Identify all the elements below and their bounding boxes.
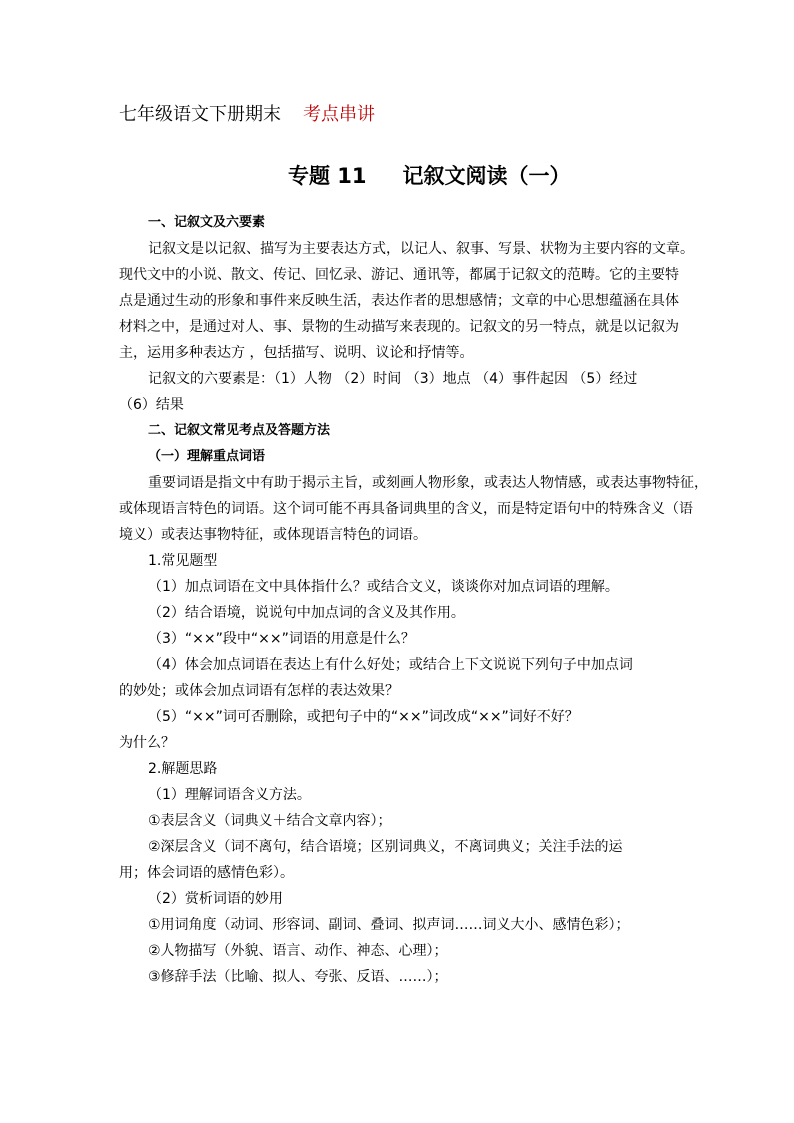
text-line: ②人物描写（外貌、语言、动作、神态、心理）； <box>148 943 448 959</box>
page-title <box>288 160 571 190</box>
text-line: （6）结果 <box>119 397 184 413</box>
text-line: ①用词角度（动词、形容词、副词、叠词、拟声词……词义大小、感情色彩）； <box>148 917 630 933</box>
text-line: 或体现语言特色的词语。这个词可能不再具备词典里的含义，而是特定语句中的特殊含义（语 <box>119 501 693 517</box>
header-accent: 考点串讲 <box>303 104 375 125</box>
text-line: （2）结合语境，说说句中加点词的含义及其作用。 <box>148 605 465 621</box>
title-name: 记叙文阅读（一） <box>402 164 571 188</box>
text-line: 境义）或表达事物特征，或体现语言特色的词语。 <box>119 527 427 543</box>
text-line: （一）理解重点词语 <box>148 449 266 464</box>
text-line: ①表层含义（词典义＋结合文章内容）； <box>148 813 392 829</box>
text-line: 用；体会词语的感情色彩）。 <box>119 865 294 881</box>
title-topic: 专题 11 <box>288 164 367 188</box>
text-line: （2）赏析词语的妙用 <box>148 891 283 907</box>
text-line: 一、记叙文及六要素 <box>148 215 266 230</box>
text-line: （1）理解词语含义方法。 <box>148 787 311 803</box>
text-line: （5）“××”词可否删除，或把句子中的“××”词改成“××”词好不好？ <box>148 709 579 725</box>
text-line: 主，运用多种表达方 ，包括描写、说明、议论和抒情等。 <box>119 345 474 361</box>
text-line: 二、记叙文常见考点及答题方法 <box>148 423 331 438</box>
text-line: 记叙文是以记叙、描写为主要表达方式，以记人、叙事、写景、状物为主要内容的文章。 <box>148 241 694 257</box>
document-body <box>119 210 708 990</box>
text-line: 2.解题思路 <box>148 761 218 777</box>
text-line: （4）体会加点词语在表达上有什么好处；或结合上下文说说下列句子中加点词 <box>148 657 633 673</box>
text-line: 为什么？ <box>119 735 175 751</box>
text-line: 1.常见题型 <box>148 553 218 569</box>
text-line: ③修辞手法（比喻、拟人、夸张、反语、……）； <box>148 969 448 985</box>
text-line: （1）加点词语在文中具体指什么？或结合文义，谈谈你对加点词语的理解。 <box>148 579 619 595</box>
text-line: 的妙处；或体会加点词语有怎样的表达效果？ <box>119 683 399 699</box>
text-line: 重要词语是指文中有助于揭示主旨，或刻画人物形象，或表达人物情感，或表达事物特征， <box>148 475 708 491</box>
text-line: 点是通过生动的形象和事件来反映生活，表达作者的思想感情；文章的中心思想蕴涵在具体 <box>119 293 679 309</box>
document-header <box>119 100 375 126</box>
text-line: 现代文中的小说、散文、传记、回忆录、游记、通讯等，都属于记叙文的范畴。它的主要特 <box>119 267 679 283</box>
text-line: 记叙文的六要素是：（1）人物 （2）时间 （3）地点 （4）事件起因 （5）经过 <box>148 371 638 387</box>
text-line: ②深层含义（词不离句，结合语境；区别词典义，不离词典义；关注手法的运 <box>148 839 623 855</box>
text-line: 材料之中，是通过对人、事、景物的生动描写来表现的。记叙文的另一特点，就是以记叙为 <box>119 319 679 335</box>
text-line: （3）“××”段中“××”词语的用意是什么？ <box>148 631 415 647</box>
header-prefix: 七年级语文下册期末 <box>119 104 281 125</box>
